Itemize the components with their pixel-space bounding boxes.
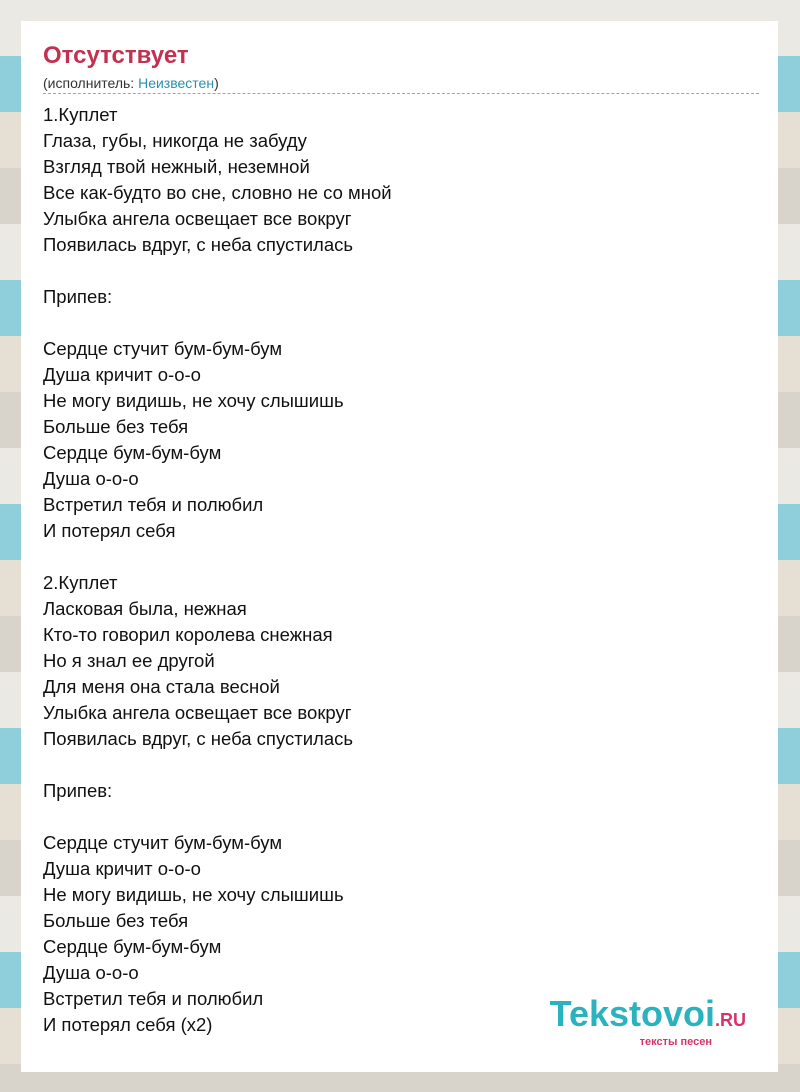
lyrics-text (43, 102, 756, 1038)
logo-tagline: тексты песен (639, 1036, 712, 1048)
title-divider (43, 93, 759, 94)
lyrics-line: Все как-будто во сне, словно не со мной (43, 182, 392, 203)
logo-text: Tekstovoi (549, 993, 715, 1034)
lyrics-line: Появилась вдруг, с неба спустилась (43, 728, 354, 749)
lyrics-card (21, 21, 778, 1072)
lyrics-blank-line (43, 544, 756, 570)
site-logo[interactable] (526, 993, 746, 1048)
lyrics-blank-line (43, 310, 756, 336)
lyrics-line: Душа о-о-о (43, 468, 139, 489)
lyrics-blank-line (43, 752, 756, 778)
lyrics-line: Кто-то говорил королева снежная (43, 624, 333, 645)
lyrics-blank-line (43, 804, 756, 830)
lyrics-line: Больше без тебя (43, 910, 189, 931)
lyrics-line: Для меня она стала весной (43, 676, 280, 697)
lyrics-line: 2.Куплет (43, 572, 118, 593)
artist-link[interactable]: Неизвестен (138, 75, 215, 91)
lyrics-line: И потерял себя (x2) (43, 1014, 213, 1035)
lyrics-line: Встретил тебя и полюбил (43, 494, 264, 515)
lyrics-line: Не могу видишь, не хочу слышишь (43, 884, 344, 905)
lyrics-line: Улыбка ангела освещает все вокруг (43, 702, 352, 723)
song-title: Отсутствует (43, 42, 189, 69)
lyrics-line: 1.Куплет (43, 104, 118, 125)
lyrics-line: Глаза, губы, никогда не забуду (43, 130, 307, 151)
logo-suffix: .RU (715, 1010, 746, 1030)
lyrics-blank-line (43, 258, 756, 284)
lyrics-line: Больше без тебя (43, 416, 189, 437)
lyrics-line: И потерял себя (43, 520, 176, 541)
lyrics-line: Не могу видишь, не хочу слышишь (43, 390, 344, 411)
lyrics-line: Душа о-о-о (43, 962, 139, 983)
lyrics-line: Сердце бум-бум-бум (43, 442, 222, 463)
artist-line (43, 73, 756, 93)
lyrics-line: Душа кричит о-о-о (43, 858, 201, 879)
artist-prefix: (исполнитель: (43, 75, 139, 91)
lyrics-line: Но я знал ее другой (43, 650, 215, 671)
lyrics-line: Припев: (43, 286, 113, 307)
lyrics-line: Сердце стучит бум-бум-бум (43, 832, 283, 853)
lyrics-line: Взгляд твой нежный, неземной (43, 156, 310, 177)
lyrics-line: Сердце стучит бум-бум-бум (43, 338, 283, 359)
lyrics-line: Припев: (43, 780, 113, 801)
lyrics-line: Ласковая была, нежная (43, 598, 247, 619)
lyrics-line: Появилась вдруг, с неба спустилась (43, 234, 354, 255)
lyrics-line: Сердце бум-бум-бум (43, 936, 222, 957)
lyrics-line: Улыбка ангела освещает все вокруг (43, 208, 352, 229)
lyrics-line: Встретил тебя и полюбил (43, 988, 264, 1009)
lyrics-line: Душа кричит о-о-о (43, 364, 201, 385)
artist-suffix: ) (214, 75, 219, 91)
